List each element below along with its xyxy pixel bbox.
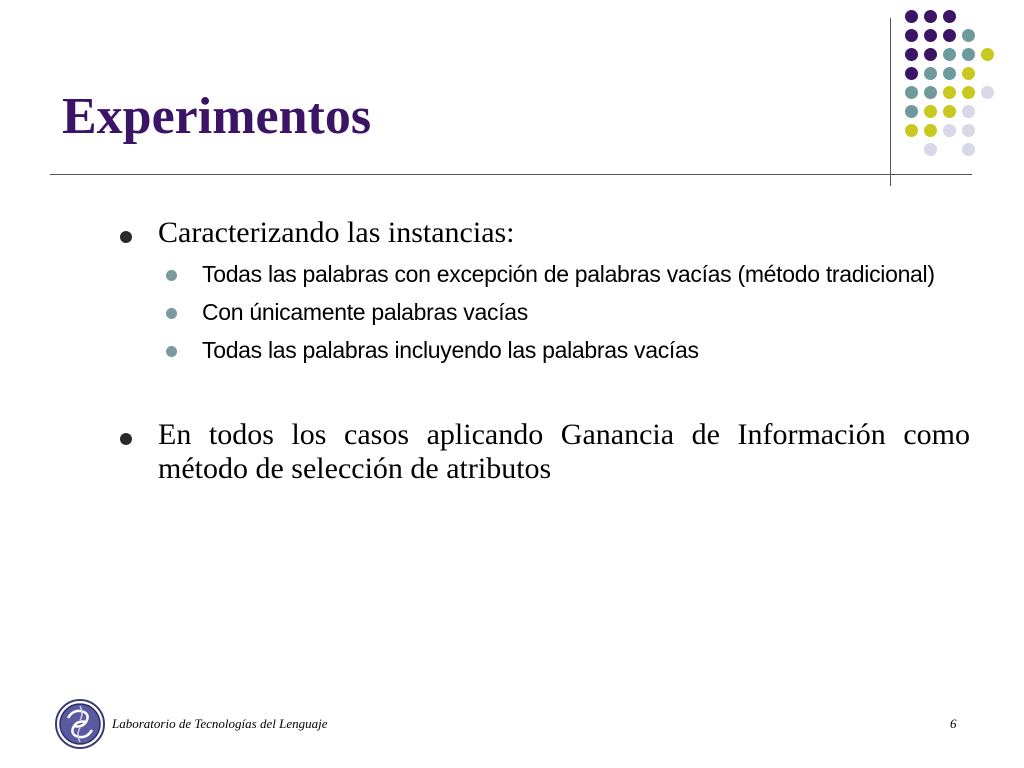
decorative-dot [943, 10, 956, 23]
slide-body [120, 216, 970, 486]
sub-bullet-text: Todas las palabras incluyendo las palabras vacías [202, 337, 699, 363]
decorative-dot [905, 10, 918, 23]
decorative-dot [962, 67, 975, 80]
decorative-dot [905, 29, 918, 42]
bullet-dot-icon [120, 231, 132, 243]
decorative-dot [924, 143, 937, 156]
sub-bullet-list [120, 260, 970, 364]
decorative-dot [943, 29, 956, 42]
vertical-divider [890, 18, 891, 186]
decorative-dot [962, 105, 975, 118]
decorative-dot [905, 67, 918, 80]
decorative-dot [981, 48, 994, 61]
bullet-text: Caracterizando las instancias: [158, 216, 515, 249]
sub-bullet-dot-icon [166, 308, 177, 319]
spacer [120, 374, 970, 418]
decorative-dot [943, 67, 956, 80]
decorative-dot [943, 105, 956, 118]
laboratory-emblem-icon [54, 698, 106, 750]
sub-bullet-dot-icon [166, 270, 177, 281]
slide-title: Experimentos [62, 88, 372, 145]
decorative-dot [962, 143, 975, 156]
page-number: 6 [950, 716, 957, 731]
sub-bullet-dot-icon [166, 346, 177, 357]
decorative-dot [962, 29, 975, 42]
sub-bullet-item [164, 298, 970, 326]
decorative-dot [905, 48, 918, 61]
decorative-dot-grid [905, 10, 995, 170]
decorative-dot [962, 86, 975, 99]
decorative-dot [924, 10, 937, 23]
decorative-dot [924, 29, 937, 42]
decorative-dot [943, 124, 956, 137]
bullet-item [120, 418, 970, 486]
decorative-dot [905, 86, 918, 99]
decorative-dot [924, 86, 937, 99]
decorative-dot [924, 48, 937, 61]
decorative-dot [924, 105, 937, 118]
sub-bullet-text: Todas las palabras con excepción de palabras vacías (método tradicional) [202, 261, 935, 287]
decorative-dot [943, 48, 956, 61]
sub-bullet-text: Con únicamente palabras vacías [202, 299, 528, 325]
decorative-dot [905, 105, 918, 118]
bullet-item [120, 216, 970, 250]
decorative-dot [962, 48, 975, 61]
decorative-dot [905, 124, 918, 137]
decorative-dot [924, 124, 937, 137]
sub-bullet-item [164, 260, 970, 288]
bullet-text: En todos los casos aplicando Ganancia de Información como método de selección de atributos [158, 418, 970, 485]
decorative-dot [981, 86, 994, 99]
bullet-dot-icon [120, 433, 132, 445]
footer-text: Laboratorio de Tecnologías del Lenguaje [112, 716, 328, 731]
title-divider [50, 174, 972, 175]
decorative-dot [924, 67, 937, 80]
decorative-dot [943, 86, 956, 99]
sub-bullet-item [164, 336, 970, 364]
decorative-dot [962, 124, 975, 137]
